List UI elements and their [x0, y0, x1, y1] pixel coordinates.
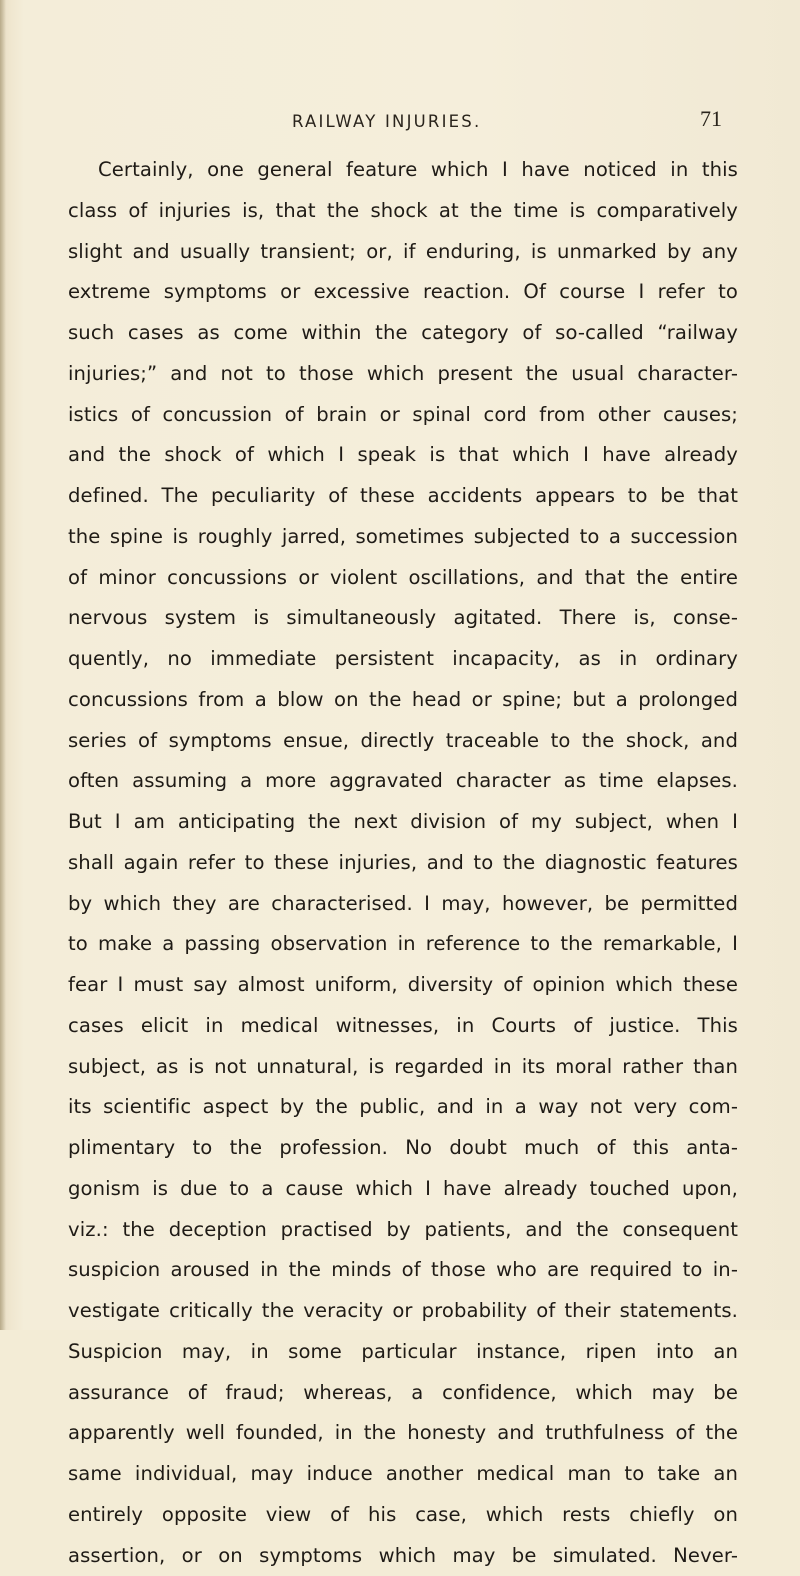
text-line: of minor concussions or violent oscillations, and that the entire [68, 558, 738, 599]
text-line: vestigate critically the veracity or probability of their statements. [68, 1291, 738, 1332]
text-line: suspicion aroused in the minds of those who are required to in- [68, 1250, 738, 1291]
running-head [0, 104, 800, 136]
text-line: the spine is roughly jarred, sometimes subjected to a succession [68, 517, 738, 558]
text-line: subject, as is not unnatural, is regarded in its moral rather than [68, 1047, 738, 1088]
text-line: But I am anticipating the next division of my subject, when I [68, 802, 738, 843]
text-line: plimentary to the profession. No doubt much of this anta- [68, 1128, 738, 1169]
text-line: class of injuries is, that the shock at the time is comparatively [68, 191, 738, 232]
text-line: nervous system is simultaneously agitated. There is, conse- [68, 598, 738, 639]
text-line: same individual, may induce another medical man to take an [68, 1454, 738, 1495]
text-line: assertion, or on symptoms which may be simulated. Never- [68, 1536, 738, 1576]
text-line: cases elicit in medical witnesses, in Courts of justice. This [68, 1006, 738, 1047]
page-number: 71 [700, 106, 722, 132]
text-line: fear I must say almost uniform, diversity of opinion which these [68, 965, 738, 1006]
text-line: Suspicion may, in some particular instance, ripen into an [68, 1332, 738, 1373]
text-line: concussions from a blow on the head or spine; but a prolonged [68, 680, 738, 721]
gutter-shadow [0, 0, 6, 1330]
text-line: Certainly, one general feature which I have noticed in this [68, 150, 738, 191]
text-line: quently, no immediate persistent incapacity, as in ordinary [68, 639, 738, 680]
text-line: series of symptoms ensue, directly traceable to the shock, and [68, 721, 738, 762]
text-line: its scientific aspect by the public, and in a way not very com- [68, 1087, 738, 1128]
text-line: and the shock of which I speak is that which I have already [68, 435, 738, 476]
text-line: entirely opposite view of his case, which rests chiefly on [68, 1495, 738, 1536]
text-line: extreme symptoms or excessive reaction. Of course I refer to [68, 272, 738, 313]
text-line: to make a passing observation in reference to the remarkable, I [68, 924, 738, 965]
text-line: by which they are characterised. I may, however, be permitted [68, 884, 738, 925]
body-text [68, 150, 738, 1576]
text-line: injuries;” and not to those which present the usual character- [68, 354, 738, 395]
text-line: gonism is due to a cause which I have already touched upon, [68, 1169, 738, 1210]
text-line: defined. The peculiarity of these accidents appears to be that [68, 476, 738, 517]
text-line: shall again refer to these injuries, and to the diagnostic features [68, 843, 738, 884]
text-line: apparently well founded, in the honesty and truthfulness of the [68, 1413, 738, 1454]
text-line: often assuming a more aggravated character as time elapses. [68, 761, 738, 802]
text-line: assurance of fraud; whereas, a confidence, which may be [68, 1373, 738, 1414]
running-head-title: RAILWAY INJURIES. [292, 112, 481, 131]
text-line: such cases as come within the category of so-called “railway [68, 313, 738, 354]
text-line: viz.: the deception practised by patients, and the consequent [68, 1210, 738, 1251]
text-line: istics of concussion of brain or spinal cord from other causes; [68, 395, 738, 436]
text-line: slight and usually transient; or, if enduring, is unmarked by any [68, 232, 738, 273]
